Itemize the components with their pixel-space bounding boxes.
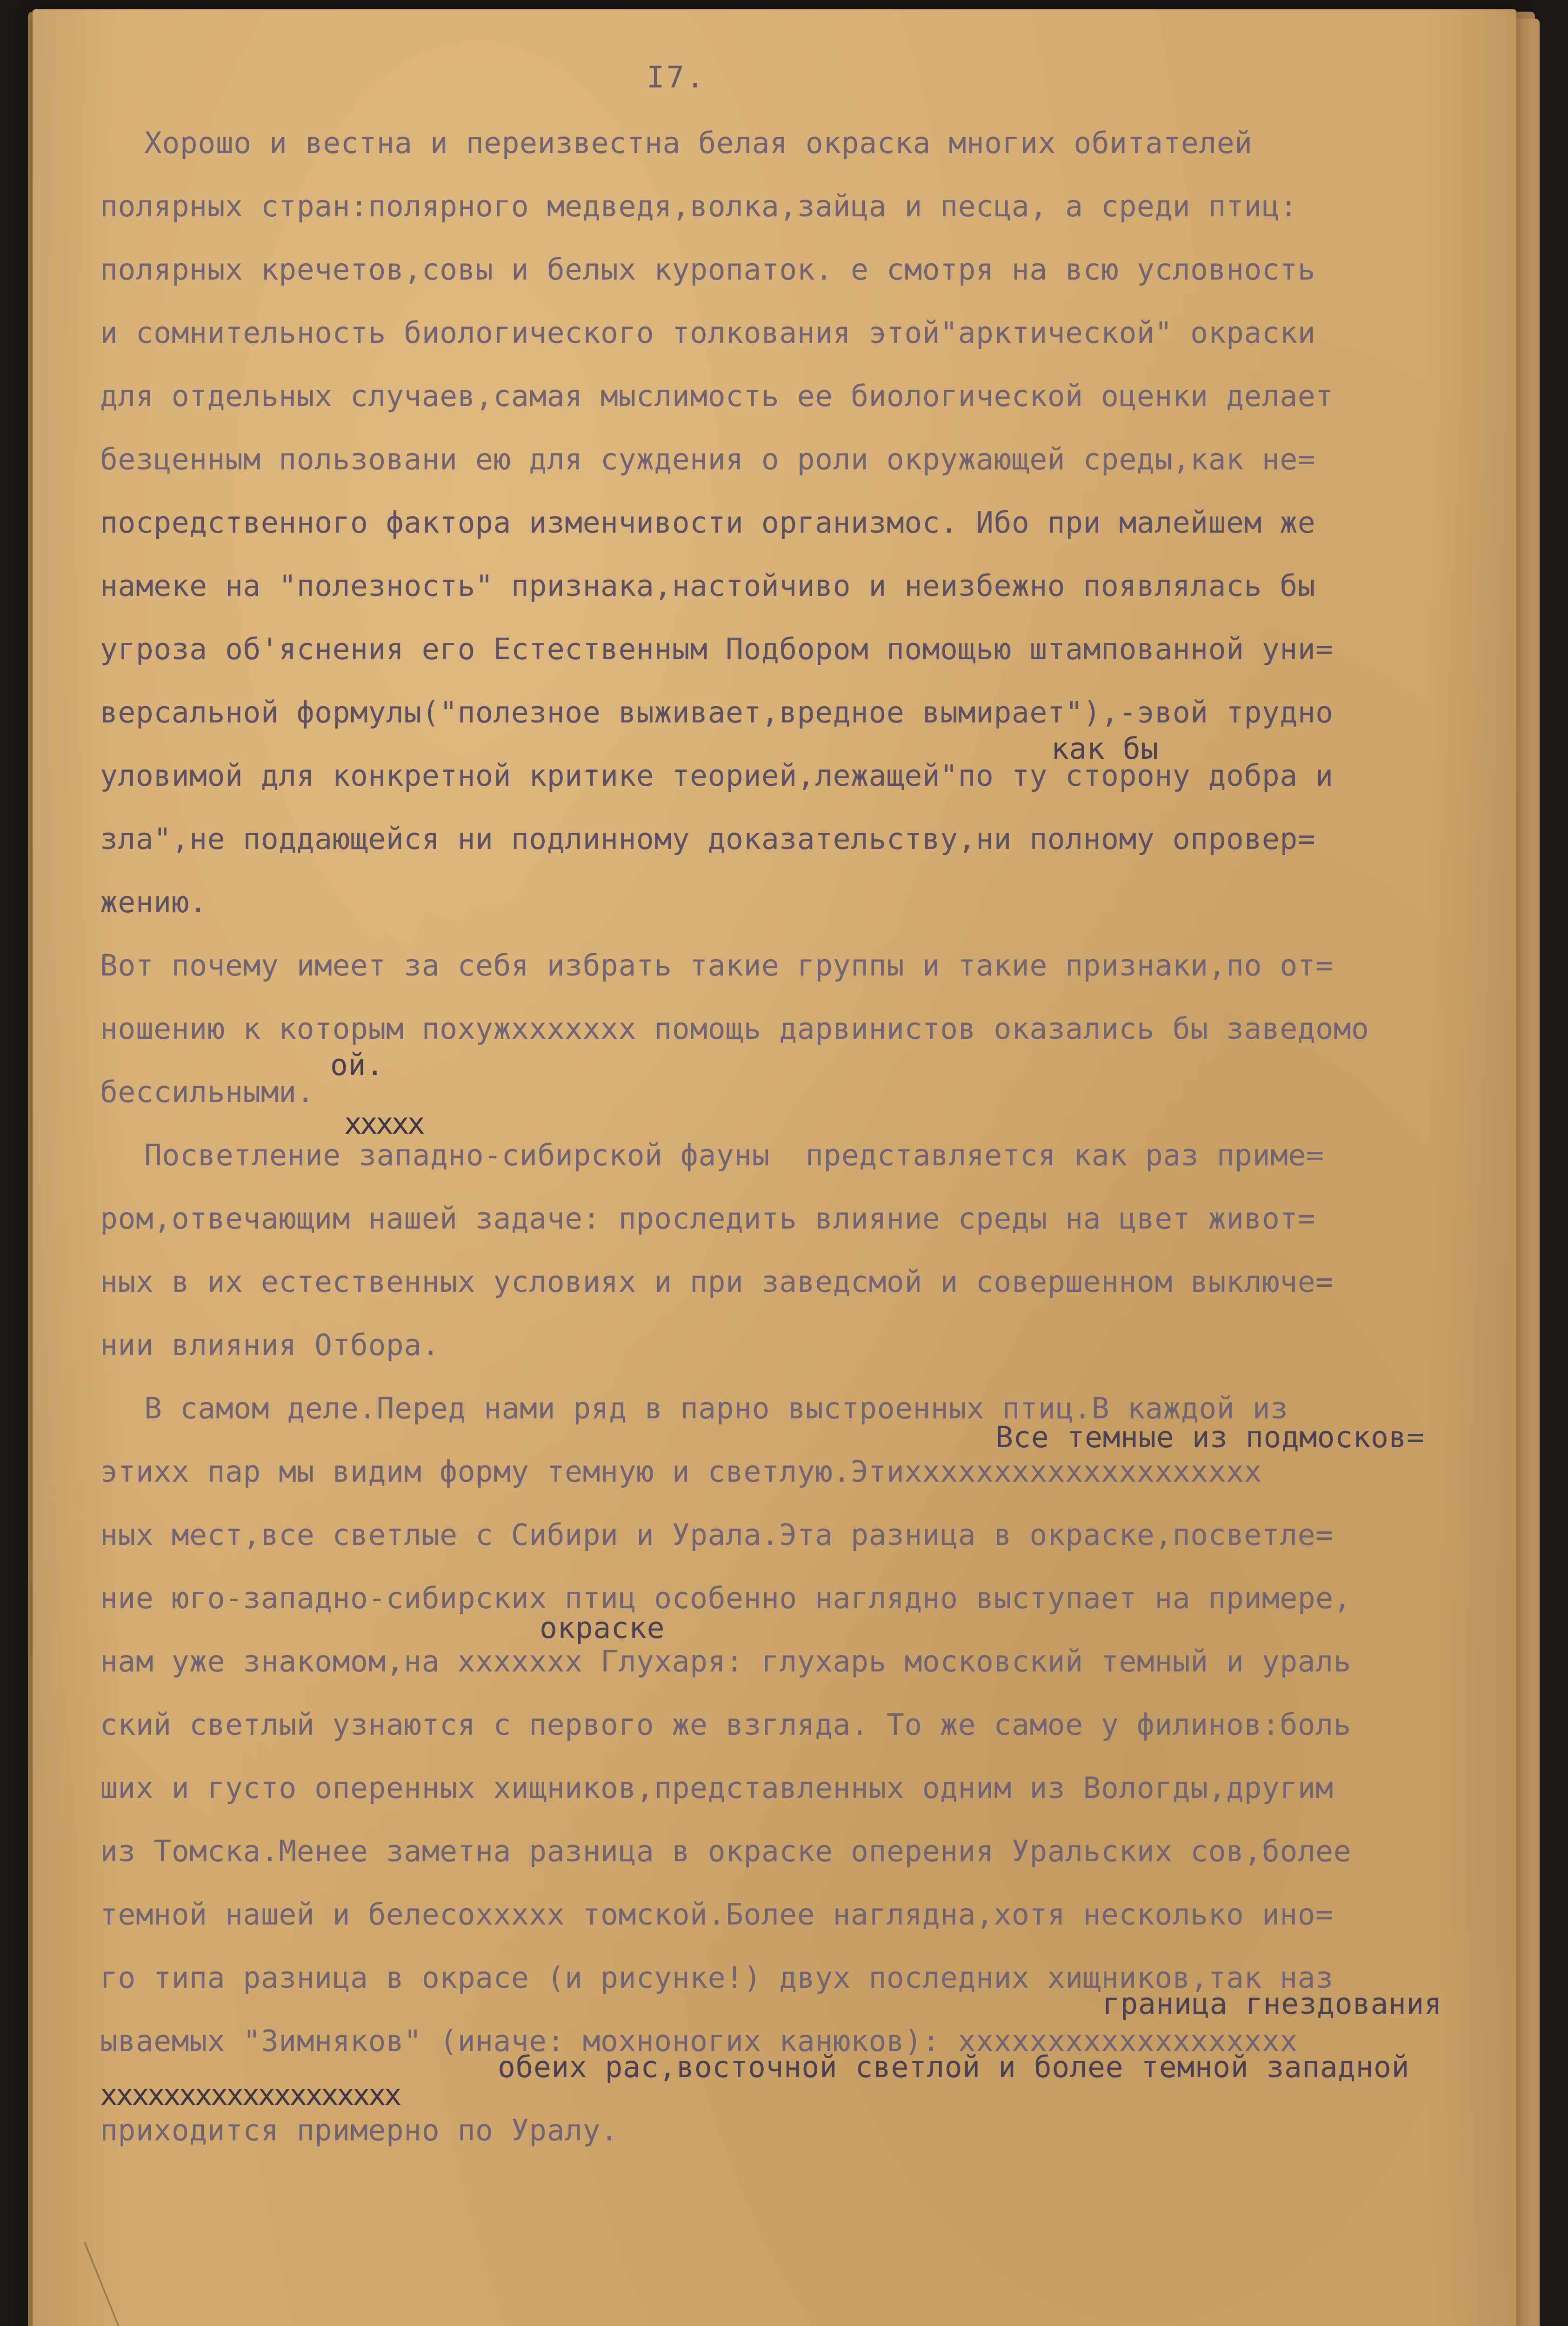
text-line: из Томска.Менее заметна разница в окраске оперения Уральских сов,более: [100, 1834, 1352, 1868]
interlinear-insertion: Все темные из подмосков=: [995, 1420, 1425, 1454]
page-fold: [84, 2242, 394, 2326]
text-line: этихх пар мы видим форму темную и светлую.Этихххххххххххххххххххх: [100, 1455, 1262, 1489]
text-line: ших и густо оперенных хищников,представленных одним из Вологды,другим: [100, 1771, 1334, 1805]
text-line: безценным пользовани ею для суждения о роли окружающей среды,как не=: [100, 442, 1316, 476]
text-line: уловимой для конкретной критике теорией,лежащей"по ту сторону добра и: [100, 759, 1334, 793]
text-line: Вот почему имеет за себя избрать такие группы и такие признаки,по от=: [100, 949, 1334, 983]
text-line: В самом деле.Перед нами ряд в парно выстроенных птиц.В каждой из: [144, 1391, 1288, 1425]
text-line: намеке на "полезность" признака,настойчиво и неизбежно появлялась бы: [100, 569, 1316, 603]
text-line: и сомнительность биологического толкования этой"арктической" окраски: [100, 316, 1316, 350]
text-line: го типа разница в окрасе (и рисунке!) двух последних хищников,так наз: [100, 1961, 1334, 1995]
page-number: I7.: [647, 60, 706, 95]
text-line: нам уже знакомом,на ххххххх Глухаря: глухарь московский темный и ураль: [100, 1644, 1352, 1678]
interlinear-insertion: ой.: [330, 1048, 384, 1082]
text-line: полярных кречетов,совы и белых куропаток. е смотря на всю условность: [100, 253, 1316, 287]
text-line: жению.: [100, 885, 207, 919]
interlinear-insertion: как бы: [1051, 732, 1159, 766]
text-line: ных мест,все светлые с Сибири и Урала.Эта разница в окраске,посветле=: [100, 1518, 1334, 1552]
interlinear-insertion: граница гнездования: [1102, 1987, 1442, 2021]
text-line: ываемых "Зимняков" (иначе: мохноногих канюков): ххххххххххххххххххх: [100, 2024, 1298, 2058]
text-line: темной нашей и белесоххххх томской.Более наглядна,хотя несколько ино=: [100, 1898, 1334, 1932]
text-line: полярных стран:полярного медведя,волка,зайца и песца, а среди птиц:: [100, 189, 1298, 223]
text-line: угроза об'яснения его Естественным Подбором помощью штампованной уни=: [100, 632, 1334, 666]
text-line: ношению к которым похужххххххх помощь дарвинистов оказались бы заведомо: [100, 1012, 1369, 1046]
interlinear-insertion: обеих рас,восточной светлой и более темной западной: [498, 2050, 1409, 2084]
text-line: Посветление западно-сибирской фауны представляется как раз приме=: [144, 1138, 1324, 1172]
text-line: Хорошо и вестна и переизвестна белая окраска многих обитателей: [144, 126, 1253, 160]
text-line: нии влияния Отбора.: [100, 1328, 440, 1362]
text-line: версальной формулы("полезное выживает,вредное вымирает"),-эвой трудно: [100, 695, 1334, 729]
text-line: ние юго-западно-сибирских птиц особенно наглядно выступает на примере,: [100, 1581, 1352, 1615]
text-line: ский светлый узнаются с первого же взгляда. То же самое у филинов:боль: [100, 1708, 1352, 1742]
text-line: посредственного фактора изменчивости организмос. Ибо при малейшем же: [100, 506, 1316, 540]
text-line: ных в их естественных условиях и при заведсмой и совершенном выключе=: [100, 1265, 1334, 1299]
interlinear-insertion: ххххх: [344, 1107, 423, 1141]
interlinear-insertion: окраске: [540, 1611, 665, 1645]
text-line: приходится примерно по Уралу.: [100, 2113, 619, 2147]
text-line: для отдельных случаев,самая мыслимость ее биологической оценки делает: [100, 379, 1334, 413]
text-line: бессильными.: [100, 1075, 315, 1109]
text-line: зла",не поддающейся ни подлинному доказательству,ни полному опровер=: [100, 822, 1316, 856]
text-line: ром,отвечающим нашей задаче: проследить влияние среды на цвет живот=: [100, 1202, 1316, 1236]
text-line: ххххххххххххххххххх: [100, 2078, 400, 2112]
